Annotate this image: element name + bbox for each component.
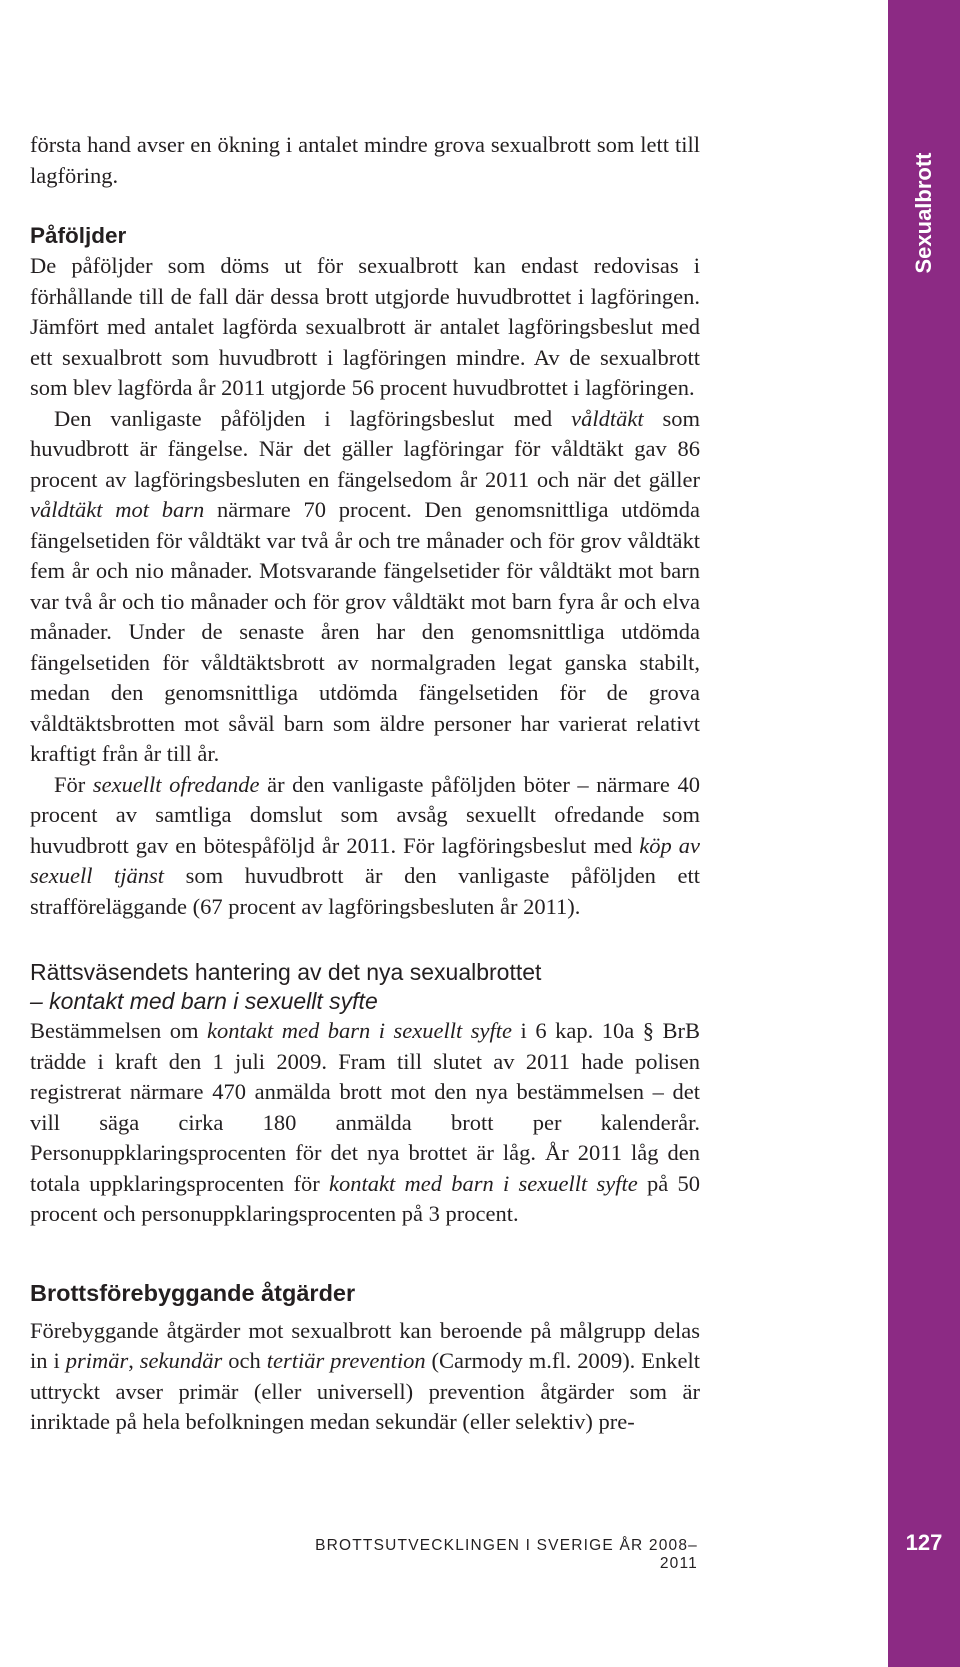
main-text-column: [30, 130, 700, 1438]
chapter-sidebar: [888, 0, 960, 1667]
pafoljder-paragraph-2: Den vanligaste påföljden i lagföringsbeslut med våldtäkt som huvudbrott är fängelse. När det gäller lagföringar för våldtäkt gav 86 procent av lagföringsbesluten en fängelsedom år 2011 och när det gäller våldtäkt mot barn närmare 70 procent. Den genomsnittliga utdömda fängelsetiden för våldtäkt var två år och tre månader och för grov våldtäkt fem år och nio månader. Motsvarande fängelsetider för våldtäkt mot barn var två år och tio månader och för grov våldtäkt mot barn fyra år och elva månader. Under de senaste åren har den genomsnittliga utdömda fängelsetiden för våldtäktsbrott av normalgraden legat ganska stabilt, medan den genomsnittliga utdömda fängelsetiden för de grova våldtäktsbrotten mot såväl barn som äldre personer har varierat relativt kraftigt från år till år.: [30, 405, 701, 766]
heading-atgarder: Brottsförebyggande åtgärder: [30, 1279, 356, 1306]
heading-kontakt: Rättsväsendets hantering av det nya sexualbrottet – kontakt med barn i sexuellt syfte: [30, 959, 542, 1014]
pafoljder-paragraph-1: De påföljder som döms ut för sexualbrott kan endast redovisas i förhållande till de fall där dessa brott utgjorde huvudbrottet i lagföringen. Jämfört med antalet lagförda sexualbrott är antalet lagföringsbeslut med ett sexualbrott som huvudbrott i lagföringen mindre. Av de sexualbrott som blev lagförda år 2011 utgjorde 56 procent huvudbrottet i lagföringen.: [30, 253, 700, 400]
page-number: 127: [905, 1530, 943, 1555]
pafoljder-paragraph-3: För sexuellt ofredande är den vanligaste påföljden böter – närmare 40 procent av samtliga domslut som avsåg sexuellt ofredande som huvudbrott gav en bötespåföljd år 2011. För lagföringsbeslut med köp av sexuell tjänst som huvudbrott är den vanligaste påföljden ett strafföreläggande (67 procent av lagföringsbesluten år 2011).: [30, 771, 700, 919]
running-footer: BROTTSUTVECKLINGEN I SVERIGE ÅR 2008–2011: [315, 1537, 698, 1572]
chapter-label: Sexualbrott: [911, 152, 936, 274]
intro-paragraph: första hand avser en ökning i antalet mindre grova sexualbrott som lett till lagföring.: [30, 132, 700, 188]
atgarder-paragraph-1: Förebyggande åtgärder mot sexualbrott kan beroende på målgrupp delas in i primär, sekundär och tertiär prevention (Carmody m.fl. 2009). Enkelt uttryckt avser primär (eller universell) prevention åtgärder som är inriktade på hela befolkningen medan sekundär (eller selektiv) pre-: [30, 1317, 701, 1434]
heading-pafoljder: Påföljder: [30, 223, 127, 248]
kontakt-paragraph-1: Bestämmelsen om kontakt med barn i sexuellt syfte i 6 kap. 10a § BrB trädde i kraft den 1 juli 2009. Fram till slutet av 2011 hade polisen registrerat närmare 470 anmälda brott mot den nya bestämmelsen – det vill säga cirka 180 anmälda brott per kalenderår. Personuppklaringsprocenten för det nya brottet är låg. År 2011 låg den totala uppklaringsprocenten för kontakt med barn i sexuellt syfte på 50 procent och personuppklaringsprocenten på 3 procent.: [30, 1018, 701, 1226]
